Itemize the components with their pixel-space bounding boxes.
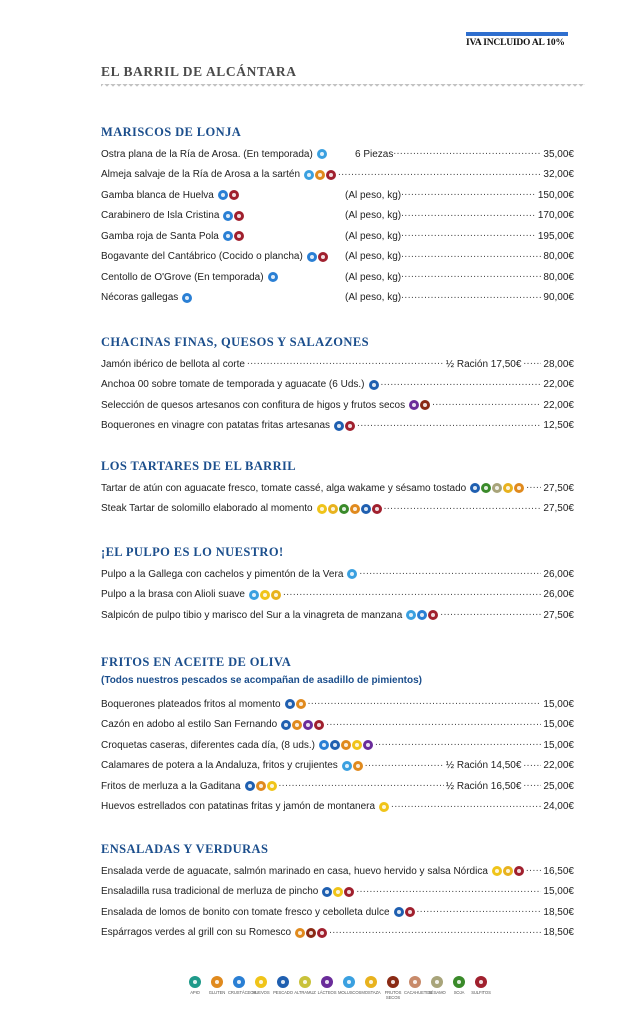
iva-text: IVA INCLUIDO AL 10% bbox=[466, 38, 565, 48]
item-price: 32,00€ bbox=[543, 169, 574, 181]
gluten-icon bbox=[211, 976, 223, 988]
menu-section bbox=[101, 334, 574, 436]
dot-leader bbox=[526, 865, 542, 877]
pescado-icon bbox=[245, 781, 255, 791]
dot-leader bbox=[357, 420, 541, 432]
dot-leader bbox=[417, 906, 542, 918]
dot-leader bbox=[381, 379, 542, 391]
item-detail-wrap bbox=[345, 230, 574, 242]
menu-item bbox=[101, 694, 574, 715]
item-detail: (Al peso, kg) bbox=[345, 189, 402, 201]
legend-item-mostaza bbox=[362, 976, 380, 1000]
sulfitos-icon bbox=[475, 976, 487, 988]
menu-item bbox=[101, 499, 574, 520]
item-detail: (Al peso, kg) bbox=[345, 271, 402, 283]
soja-icon bbox=[453, 976, 465, 988]
item-detail-wrap bbox=[345, 271, 574, 283]
legend-item-lacteos bbox=[318, 976, 336, 1000]
item-name: Bogavante del Cantábrico (Cocido o plancha) bbox=[101, 251, 303, 263]
item-price: 27,50€ bbox=[543, 609, 574, 621]
moluscos-icon bbox=[343, 976, 355, 988]
item-name: Anchoa 00 sobre tomate de temporada y aguacate (6 Uds.) bbox=[101, 379, 365, 391]
legend-label: SULFITOS bbox=[471, 990, 491, 995]
legend-label: FRUTOS SECOS bbox=[384, 990, 402, 1000]
huevos-icon bbox=[260, 590, 270, 600]
item-name: Gamba blanca de Huelva bbox=[101, 189, 214, 201]
item-price: 18,50€ bbox=[543, 927, 574, 939]
legend-item-crustaceos bbox=[228, 976, 257, 1000]
dot-leader bbox=[384, 503, 542, 515]
menu-item bbox=[101, 267, 574, 288]
menu-item bbox=[101, 144, 574, 165]
section-title: CHACINAS FINAS, QUESOS Y SALAZONES bbox=[101, 335, 369, 349]
crustaceos-icon bbox=[218, 190, 228, 200]
item-detail: (Al peso, kg) bbox=[345, 230, 402, 242]
legend-item-gluten bbox=[208, 976, 226, 1000]
item-detail: (Al peso, kg) bbox=[345, 292, 402, 304]
dot-leader bbox=[401, 230, 536, 242]
legend-label: SÉSAMO bbox=[428, 990, 446, 995]
legend-label: SOJA bbox=[453, 990, 465, 995]
pescado-icon bbox=[334, 421, 344, 431]
gluten-icon bbox=[256, 781, 266, 791]
item-name: Pulpo a la brasa con Alioli suave bbox=[101, 589, 245, 601]
item-price: 22,00€ bbox=[543, 760, 574, 772]
item-price: 150,00€ bbox=[537, 189, 574, 201]
gluten-icon bbox=[292, 720, 302, 730]
menu-item bbox=[101, 416, 574, 437]
huevos-icon bbox=[317, 504, 327, 514]
menu-item bbox=[101, 564, 574, 585]
item-allergens bbox=[245, 781, 277, 791]
legend-label: HUEVOS bbox=[252, 990, 270, 995]
legend-item-soja bbox=[450, 976, 468, 1000]
item-allergens bbox=[319, 740, 373, 750]
item-detail: ½ Ración 17,50€ bbox=[445, 358, 522, 370]
apio-icon bbox=[189, 976, 201, 988]
section-title: FRITOS EN ACEITE DE OLIVA bbox=[101, 655, 292, 669]
dot-leader bbox=[359, 568, 541, 580]
sulfitos-icon bbox=[428, 610, 438, 620]
crustaceos-icon bbox=[233, 976, 245, 988]
item-price: 27,50€ bbox=[543, 503, 574, 515]
legend-label: MOSTAZA bbox=[361, 990, 381, 995]
item-name: Nécoras gallegas bbox=[101, 292, 179, 304]
title-divider bbox=[101, 84, 585, 89]
menu-item bbox=[101, 861, 574, 882]
legend-label: PESCADO bbox=[273, 990, 293, 995]
sulfitos-icon bbox=[317, 928, 327, 938]
crustaceos-icon bbox=[307, 252, 317, 262]
menu-item bbox=[101, 288, 574, 309]
dot-leader bbox=[393, 148, 541, 160]
crustaceos-icon bbox=[268, 272, 278, 282]
item-allergens bbox=[394, 907, 415, 917]
item-price: 28,00€ bbox=[543, 358, 574, 370]
item-allergens bbox=[285, 699, 306, 709]
legend-label: ALTRAMUZ bbox=[294, 990, 316, 995]
sulfitos-icon bbox=[326, 170, 336, 180]
item-allergens bbox=[317, 149, 327, 159]
sulfitos-icon bbox=[314, 720, 324, 730]
item-name: Ostra plana de la Ría de Arosa. (En temporada) bbox=[101, 148, 313, 160]
moluscos-icon bbox=[304, 170, 314, 180]
item-name: Centollo de O'Grove (En temporada) bbox=[101, 271, 264, 283]
item-detail-wrap bbox=[345, 251, 574, 263]
legend-item-cacahuetes bbox=[404, 976, 432, 1000]
item-price: 15,00€ bbox=[543, 739, 574, 751]
menu-item bbox=[101, 776, 574, 797]
legend-item-sesamo bbox=[428, 976, 446, 1000]
legend-label: LÁCTEOS bbox=[317, 990, 337, 995]
item-name: Pulpo a la Gallega con cachelos y pimentón de la Vera bbox=[101, 568, 344, 580]
item-allergens bbox=[379, 802, 389, 812]
dot-leader bbox=[247, 358, 444, 370]
mostaza-icon bbox=[271, 590, 281, 600]
item-name: Jamón ibérico de bellota al corte bbox=[101, 358, 245, 370]
item-price: 15,00€ bbox=[543, 719, 574, 731]
legend-label: CACAHUETES bbox=[404, 990, 432, 995]
sulfitos-icon bbox=[344, 887, 354, 897]
pescado-icon bbox=[281, 720, 291, 730]
item-price: 24,00€ bbox=[543, 801, 574, 813]
legend-label: GLUTEN bbox=[208, 990, 226, 995]
item-detail: 6 Piezas bbox=[355, 148, 394, 160]
menu-item bbox=[101, 797, 574, 818]
menu-item bbox=[101, 585, 574, 606]
huevos-icon bbox=[333, 887, 343, 897]
dot-leader bbox=[326, 719, 541, 731]
crustaceos-icon bbox=[417, 610, 427, 620]
item-allergens bbox=[492, 866, 524, 876]
legend-item-altramuz bbox=[296, 976, 314, 1000]
item-allergens bbox=[182, 293, 192, 303]
item-name: Ensalada verde de aguacate, salmón marinado en casa, huevo hervido y salsa Nórdica bbox=[101, 865, 488, 877]
soja-icon bbox=[339, 504, 349, 514]
item-name: Salpicón de pulpo tibio y marisco del Sur a la vinagreta de manzana bbox=[101, 609, 403, 621]
sulfitos-icon bbox=[234, 231, 244, 241]
dot-leader bbox=[401, 292, 541, 304]
item-detail-wrap bbox=[345, 292, 574, 304]
moluscos-icon bbox=[347, 569, 357, 579]
item-allergens bbox=[268, 272, 278, 282]
frutos-secos-icon bbox=[387, 976, 399, 988]
item-allergens bbox=[249, 590, 281, 600]
menu-item bbox=[101, 247, 574, 268]
pescado-icon bbox=[470, 483, 480, 493]
gluten-icon bbox=[296, 699, 306, 709]
mostaza-icon bbox=[328, 504, 338, 514]
legend-item-frutos-secos bbox=[384, 976, 402, 1000]
lacteos-icon bbox=[321, 976, 333, 988]
mostaza-icon bbox=[503, 866, 513, 876]
sulfitos-icon bbox=[318, 252, 328, 262]
menu-item bbox=[101, 882, 574, 903]
dot-leader bbox=[432, 399, 541, 411]
menu-item bbox=[101, 923, 574, 944]
legend-label: CRUSTÁCEOS bbox=[228, 990, 257, 995]
dot-leader bbox=[365, 760, 444, 772]
item-price: 26,00€ bbox=[543, 589, 574, 601]
mostaza-icon bbox=[365, 976, 377, 988]
item-price: 16,50€ bbox=[543, 865, 574, 877]
section-title: ENSALADAS Y VERDURAS bbox=[101, 842, 269, 856]
item-price: 22,00€ bbox=[543, 379, 574, 391]
dot-leader bbox=[401, 210, 536, 222]
item-name: Almeja salvaje de la Ría de Arosa a la sartén bbox=[101, 169, 300, 181]
item-price: 22,00€ bbox=[543, 399, 574, 411]
frutos-secos-icon bbox=[420, 400, 430, 410]
item-detail-wrap bbox=[355, 148, 574, 160]
iva-note bbox=[466, 32, 568, 48]
lacteos-icon bbox=[409, 400, 419, 410]
dot-leader bbox=[338, 169, 541, 181]
item-allergens bbox=[406, 610, 438, 620]
lacteos-icon bbox=[303, 720, 313, 730]
dot-leader bbox=[391, 801, 541, 813]
huevos-icon bbox=[255, 976, 267, 988]
item-detail: (Al peso, kg) bbox=[345, 210, 402, 222]
item-allergens bbox=[409, 400, 430, 410]
item-allergens bbox=[342, 761, 363, 771]
huevos-icon bbox=[379, 802, 389, 812]
gluten-icon bbox=[295, 928, 305, 938]
item-name: Fritos de merluza a la Gaditana bbox=[101, 780, 241, 792]
pescado-icon bbox=[361, 504, 371, 514]
item-price: 26,00€ bbox=[543, 568, 574, 580]
pescado-icon bbox=[330, 740, 340, 750]
gluten-icon bbox=[514, 483, 524, 493]
item-name: Carabinero de Isla Cristina bbox=[101, 210, 220, 222]
item-allergens bbox=[322, 887, 354, 897]
item-allergens bbox=[470, 483, 524, 493]
section-title: MARISCOS DE LONJA bbox=[101, 125, 242, 139]
item-name: Croquetas caseras, diferentes cada día, (8 uds.) bbox=[101, 739, 316, 751]
mostaza-icon bbox=[503, 483, 513, 493]
item-name: Cazón en adobo al estilo San Fernando bbox=[101, 719, 278, 731]
pescado-icon bbox=[277, 976, 289, 988]
sulfitos-icon bbox=[405, 907, 415, 917]
item-price: 18,50€ bbox=[543, 906, 574, 918]
item-price: 35,00€ bbox=[543, 148, 574, 160]
restaurant-title: EL BARRIL DE ALCÁNTARA bbox=[101, 64, 297, 79]
pescado-icon bbox=[285, 699, 295, 709]
item-price: 170,00€ bbox=[537, 210, 574, 222]
gluten-icon bbox=[353, 761, 363, 771]
gluten-icon bbox=[341, 740, 351, 750]
item-name: Huevos estrellados con patatinas fritas y jamón de montanera bbox=[101, 801, 376, 813]
item-name: Gamba roja de Santa Pola bbox=[101, 230, 219, 242]
dot-leader bbox=[283, 589, 541, 601]
item-name: Tartar de atún con aguacate fresco, tomate cassé, alga wakame y sésamo tostado bbox=[101, 482, 467, 494]
item-price: 12,50€ bbox=[543, 420, 574, 432]
item-allergens bbox=[307, 252, 328, 262]
legend-item-huevos bbox=[252, 976, 270, 1000]
crustaceos-icon bbox=[319, 740, 329, 750]
moluscos-icon bbox=[406, 610, 416, 620]
item-allergens bbox=[281, 720, 324, 730]
menu-item bbox=[101, 715, 574, 736]
legend-label: APIO bbox=[190, 990, 200, 995]
item-price: 15,00€ bbox=[543, 886, 574, 898]
item-price: 195,00€ bbox=[537, 230, 574, 242]
item-name: Boquerones plateados fritos al momento bbox=[101, 698, 281, 710]
huevos-icon bbox=[492, 866, 502, 876]
item-name: Steak Tartar de solomillo elaborado al momento bbox=[101, 503, 313, 515]
item-allergens bbox=[347, 569, 357, 579]
dot-leader bbox=[356, 886, 541, 898]
menu-section bbox=[101, 654, 574, 817]
menu-section bbox=[101, 124, 574, 308]
item-detail: ½ Ración 14,50€ bbox=[445, 760, 522, 772]
moluscos-icon bbox=[249, 590, 259, 600]
sesamo-icon bbox=[431, 976, 443, 988]
dot-leader bbox=[329, 927, 541, 939]
moluscos-icon bbox=[317, 149, 327, 159]
menu-item bbox=[101, 478, 574, 499]
sulfitos-icon bbox=[372, 504, 382, 514]
altramuz-icon bbox=[299, 976, 311, 988]
dot-leader bbox=[401, 251, 541, 263]
sulfitos-icon bbox=[229, 190, 239, 200]
legend-label: MOLUSCOS bbox=[338, 990, 362, 995]
item-detail: ½ Ración 16,50€ bbox=[445, 780, 522, 792]
menu-section bbox=[101, 841, 574, 943]
dot-leader bbox=[375, 739, 541, 751]
sesamo-icon bbox=[492, 483, 502, 493]
gluten-icon bbox=[350, 504, 360, 514]
item-name: Espárragos verdes al grill con su Romesco bbox=[101, 927, 292, 939]
item-name: Ensaladilla rusa tradicional de merluza de pincho bbox=[101, 886, 319, 898]
cacahuetes-icon bbox=[409, 976, 421, 988]
section-title: ¡EL PULPO ES LO NUESTRO! bbox=[101, 545, 284, 559]
sulfitos-icon bbox=[514, 866, 524, 876]
sulfitos-icon bbox=[234, 211, 244, 221]
menu-item bbox=[101, 902, 574, 923]
menu-section bbox=[101, 544, 574, 626]
menu-item bbox=[101, 395, 574, 416]
section-title: LOS TARTARES DE EL BARRIL bbox=[101, 459, 297, 473]
item-allergens bbox=[334, 421, 355, 431]
item-name: Boquerones en vinagre con patatas fritas artesanas bbox=[101, 420, 331, 432]
pescado-icon bbox=[369, 380, 379, 390]
moluscos-icon bbox=[342, 761, 352, 771]
item-allergens bbox=[295, 928, 327, 938]
huevos-icon bbox=[267, 781, 277, 791]
menu-item bbox=[101, 354, 574, 375]
item-allergens bbox=[304, 170, 336, 180]
crustaceos-icon bbox=[182, 293, 192, 303]
legend-item-pescado bbox=[274, 976, 292, 1000]
gluten-icon bbox=[315, 170, 325, 180]
item-price: 27,50€ bbox=[543, 482, 574, 494]
item-detail-wrap bbox=[345, 210, 574, 222]
dot-leader bbox=[401, 189, 536, 201]
dot-leader bbox=[279, 780, 444, 792]
sulfitos-icon bbox=[345, 421, 355, 431]
item-detail-wrap bbox=[345, 189, 574, 201]
menu-item bbox=[101, 375, 574, 396]
item-price: 25,00€ bbox=[543, 780, 574, 792]
item-name: Ensalada de lomos de bonito con tomate fresco y cebolleta dulce bbox=[101, 906, 390, 918]
item-allergens bbox=[223, 211, 244, 221]
huevos-icon bbox=[352, 740, 362, 750]
legend-item-moluscos bbox=[338, 976, 362, 1000]
dot-leader bbox=[308, 698, 542, 710]
menu-item bbox=[101, 206, 574, 227]
allergen-legend bbox=[186, 976, 490, 1000]
pescado-icon bbox=[394, 907, 404, 917]
dot-leader bbox=[523, 780, 541, 792]
lacteos-icon bbox=[363, 740, 373, 750]
legend-item-sulfitos bbox=[472, 976, 490, 1000]
item-allergens bbox=[317, 504, 382, 514]
iva-bar bbox=[466, 32, 568, 36]
crustaceos-icon bbox=[223, 211, 233, 221]
dot-leader bbox=[526, 482, 541, 494]
item-allergens bbox=[223, 231, 244, 241]
soja-icon bbox=[481, 483, 491, 493]
menu-item bbox=[101, 735, 574, 756]
menu-item bbox=[101, 226, 574, 247]
menu-section bbox=[101, 458, 574, 519]
menu-item bbox=[101, 605, 574, 626]
section-note: (Todos nuestros pescados se acompañan de asadillo de pimientos) bbox=[101, 675, 423, 686]
menu-item bbox=[101, 185, 574, 206]
item-price: 90,00€ bbox=[543, 292, 574, 304]
item-allergens bbox=[369, 380, 379, 390]
item-name: Calamares de potera a la Andaluza, fritos y crujientes bbox=[101, 760, 338, 772]
dot-leader bbox=[401, 271, 541, 283]
menu-item bbox=[101, 165, 574, 186]
menu-item bbox=[101, 756, 574, 777]
crustaceos-icon bbox=[223, 231, 233, 241]
item-price: 15,00€ bbox=[543, 698, 574, 710]
pescado-icon bbox=[322, 887, 332, 897]
frutos-secos-icon bbox=[306, 928, 316, 938]
item-allergens bbox=[218, 190, 239, 200]
dot-leader bbox=[440, 609, 541, 621]
dot-leader bbox=[523, 760, 541, 772]
item-price: 80,00€ bbox=[543, 271, 574, 283]
dot-leader bbox=[523, 358, 541, 370]
item-name: Selección de quesos artesanos con confitura de higos y frutos secos bbox=[101, 399, 406, 411]
item-price: 80,00€ bbox=[543, 251, 574, 263]
item-detail: (Al peso, kg) bbox=[345, 251, 402, 263]
legend-item-apio bbox=[186, 976, 204, 1000]
